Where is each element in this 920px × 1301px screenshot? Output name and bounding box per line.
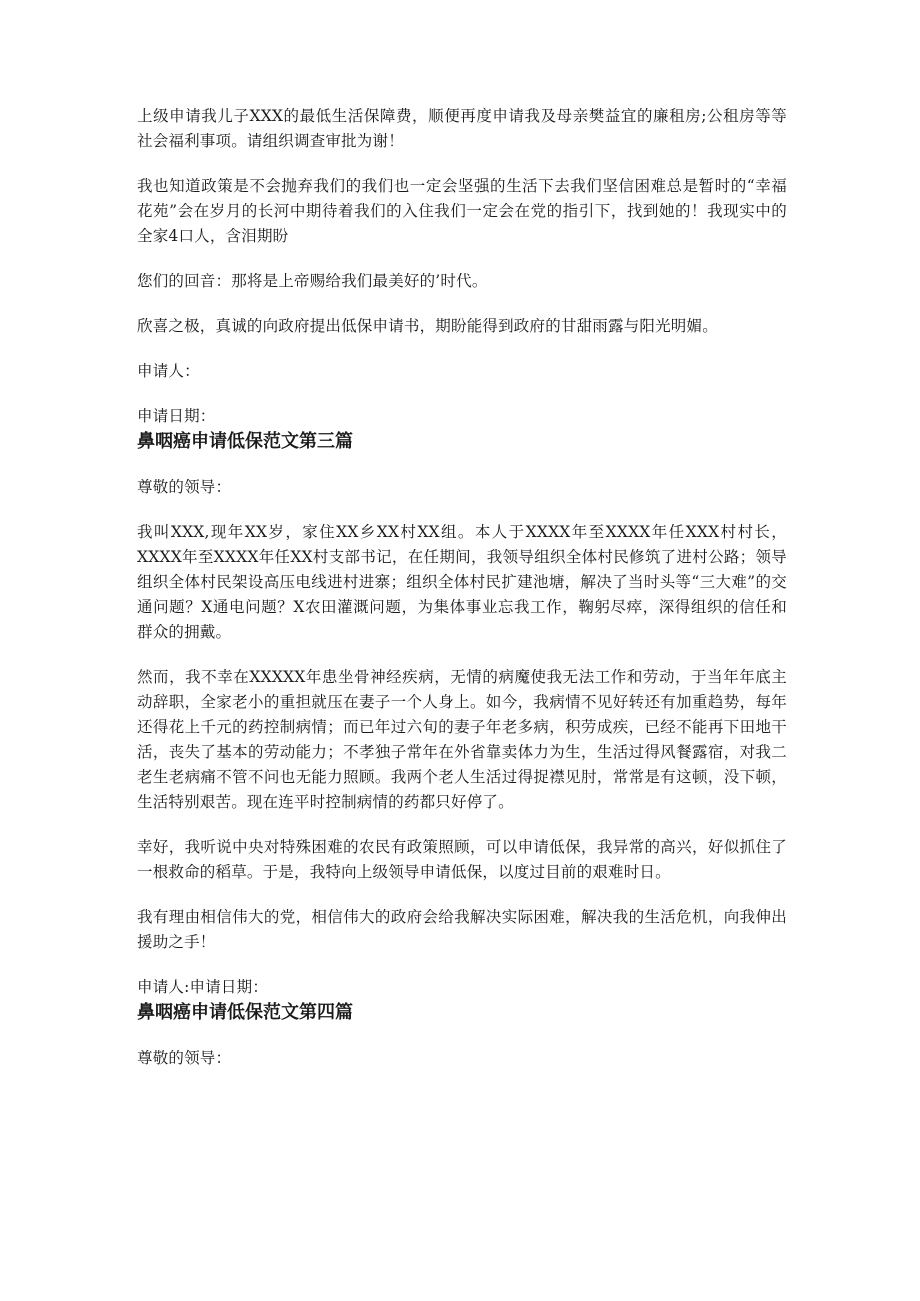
document-body (137, 104, 787, 1071)
paragraph-8: 我有理由相信伟大的党，相信伟大的政府会给我解决实际困难，解决我的生活危机，向我伸出援助之手！ (137, 908, 787, 951)
salutation-3: 尊敬的领导： (137, 478, 232, 496)
paragraph-5: 我叫XXX,现年XX岁，家住XX乡XX村XX组。本人于XXXX年至XXXX年任XXX村村长，XXXX年至XXXX年任XX村支部书记，在任期间，我领导组织全体村民修筑了进村公路；领导组织全体村民架设高压电线进村进寨；组织全体村民扩建池塘，解决了当时头等“三大难”的交通问题？X通电问题？X农田灌溉问题，为集体事业忘我工作，鞠躬尽瘁，深得组织的信任和群众的拥戴。 (137, 523, 787, 641)
application-date-label: 申请日期： (137, 407, 216, 425)
paragraph-2: 我也知道政策是不会抛弃我们的我们也一定会坚强的生活下去我们坚信困难总是暂时的“幸福花苑”会在岁月的长河中期待着我们的入住我们一定会在党的指引下，找到她的！我现实中的全家4口人，含泪期盼 (137, 177, 787, 245)
section-4-title: 鼻咽癌申请低保范文第四篇 (137, 1002, 353, 1023)
applicant-label: 申请人： (137, 362, 200, 380)
applicant-and-date-label: 申请人:申请日期： (137, 978, 269, 996)
paragraph-3: 您们的回音：那将是上帝赐给我们最美好的’时代。 (137, 272, 488, 290)
salutation-4: 尊敬的领导： (137, 1049, 232, 1067)
paragraph-6: 然而，我不幸在XXXXX年患坐骨神经疾病，无情的病魔使我无法工作和劳动，于当年年底主动辞职，全家老小的重担就压在妻子一个人身上。如今，我病情不见好转还有加重趋势，每年还得花上千元的药控制病情；而已年过六旬的妻子年老多病，积劳成疾，已经不能再下田地干活，丧失了基本的劳动能力；不孝独子常年在外省靠卖体力为生，生活过得风餐露宿，对我二老生老病痛不管不问也无能力照顾。我两个老人生活过得捉襟见肘，常常是有这顿，没下顿，生活特别艰苦。现在连平时控制病情的药都只好停了。 (137, 668, 787, 811)
paragraph-4: 欣喜之极，真诚的向政府提出低保申请书，期盼能得到政府的甘甜雨露与阳光明媚。 (137, 317, 718, 335)
section-3-title: 鼻咽癌申请低保范文第三篇 (137, 431, 353, 452)
paragraph-1: 上级申请我儿子XXX的最低生活保障费，顺便再度申请我及母亲樊益宜的廉租房;公租房等等社会福利事项。请组织调查审批为谢！ (137, 107, 787, 150)
paragraph-7: 幸好，我听说中央对特殊困难的农民有政策照顾，可以申请低保，我异常的高兴，好似抓住了一根救命的稻草。于是，我特向上级领导申请低保，以度过目前的艰难时日。 (137, 838, 787, 881)
